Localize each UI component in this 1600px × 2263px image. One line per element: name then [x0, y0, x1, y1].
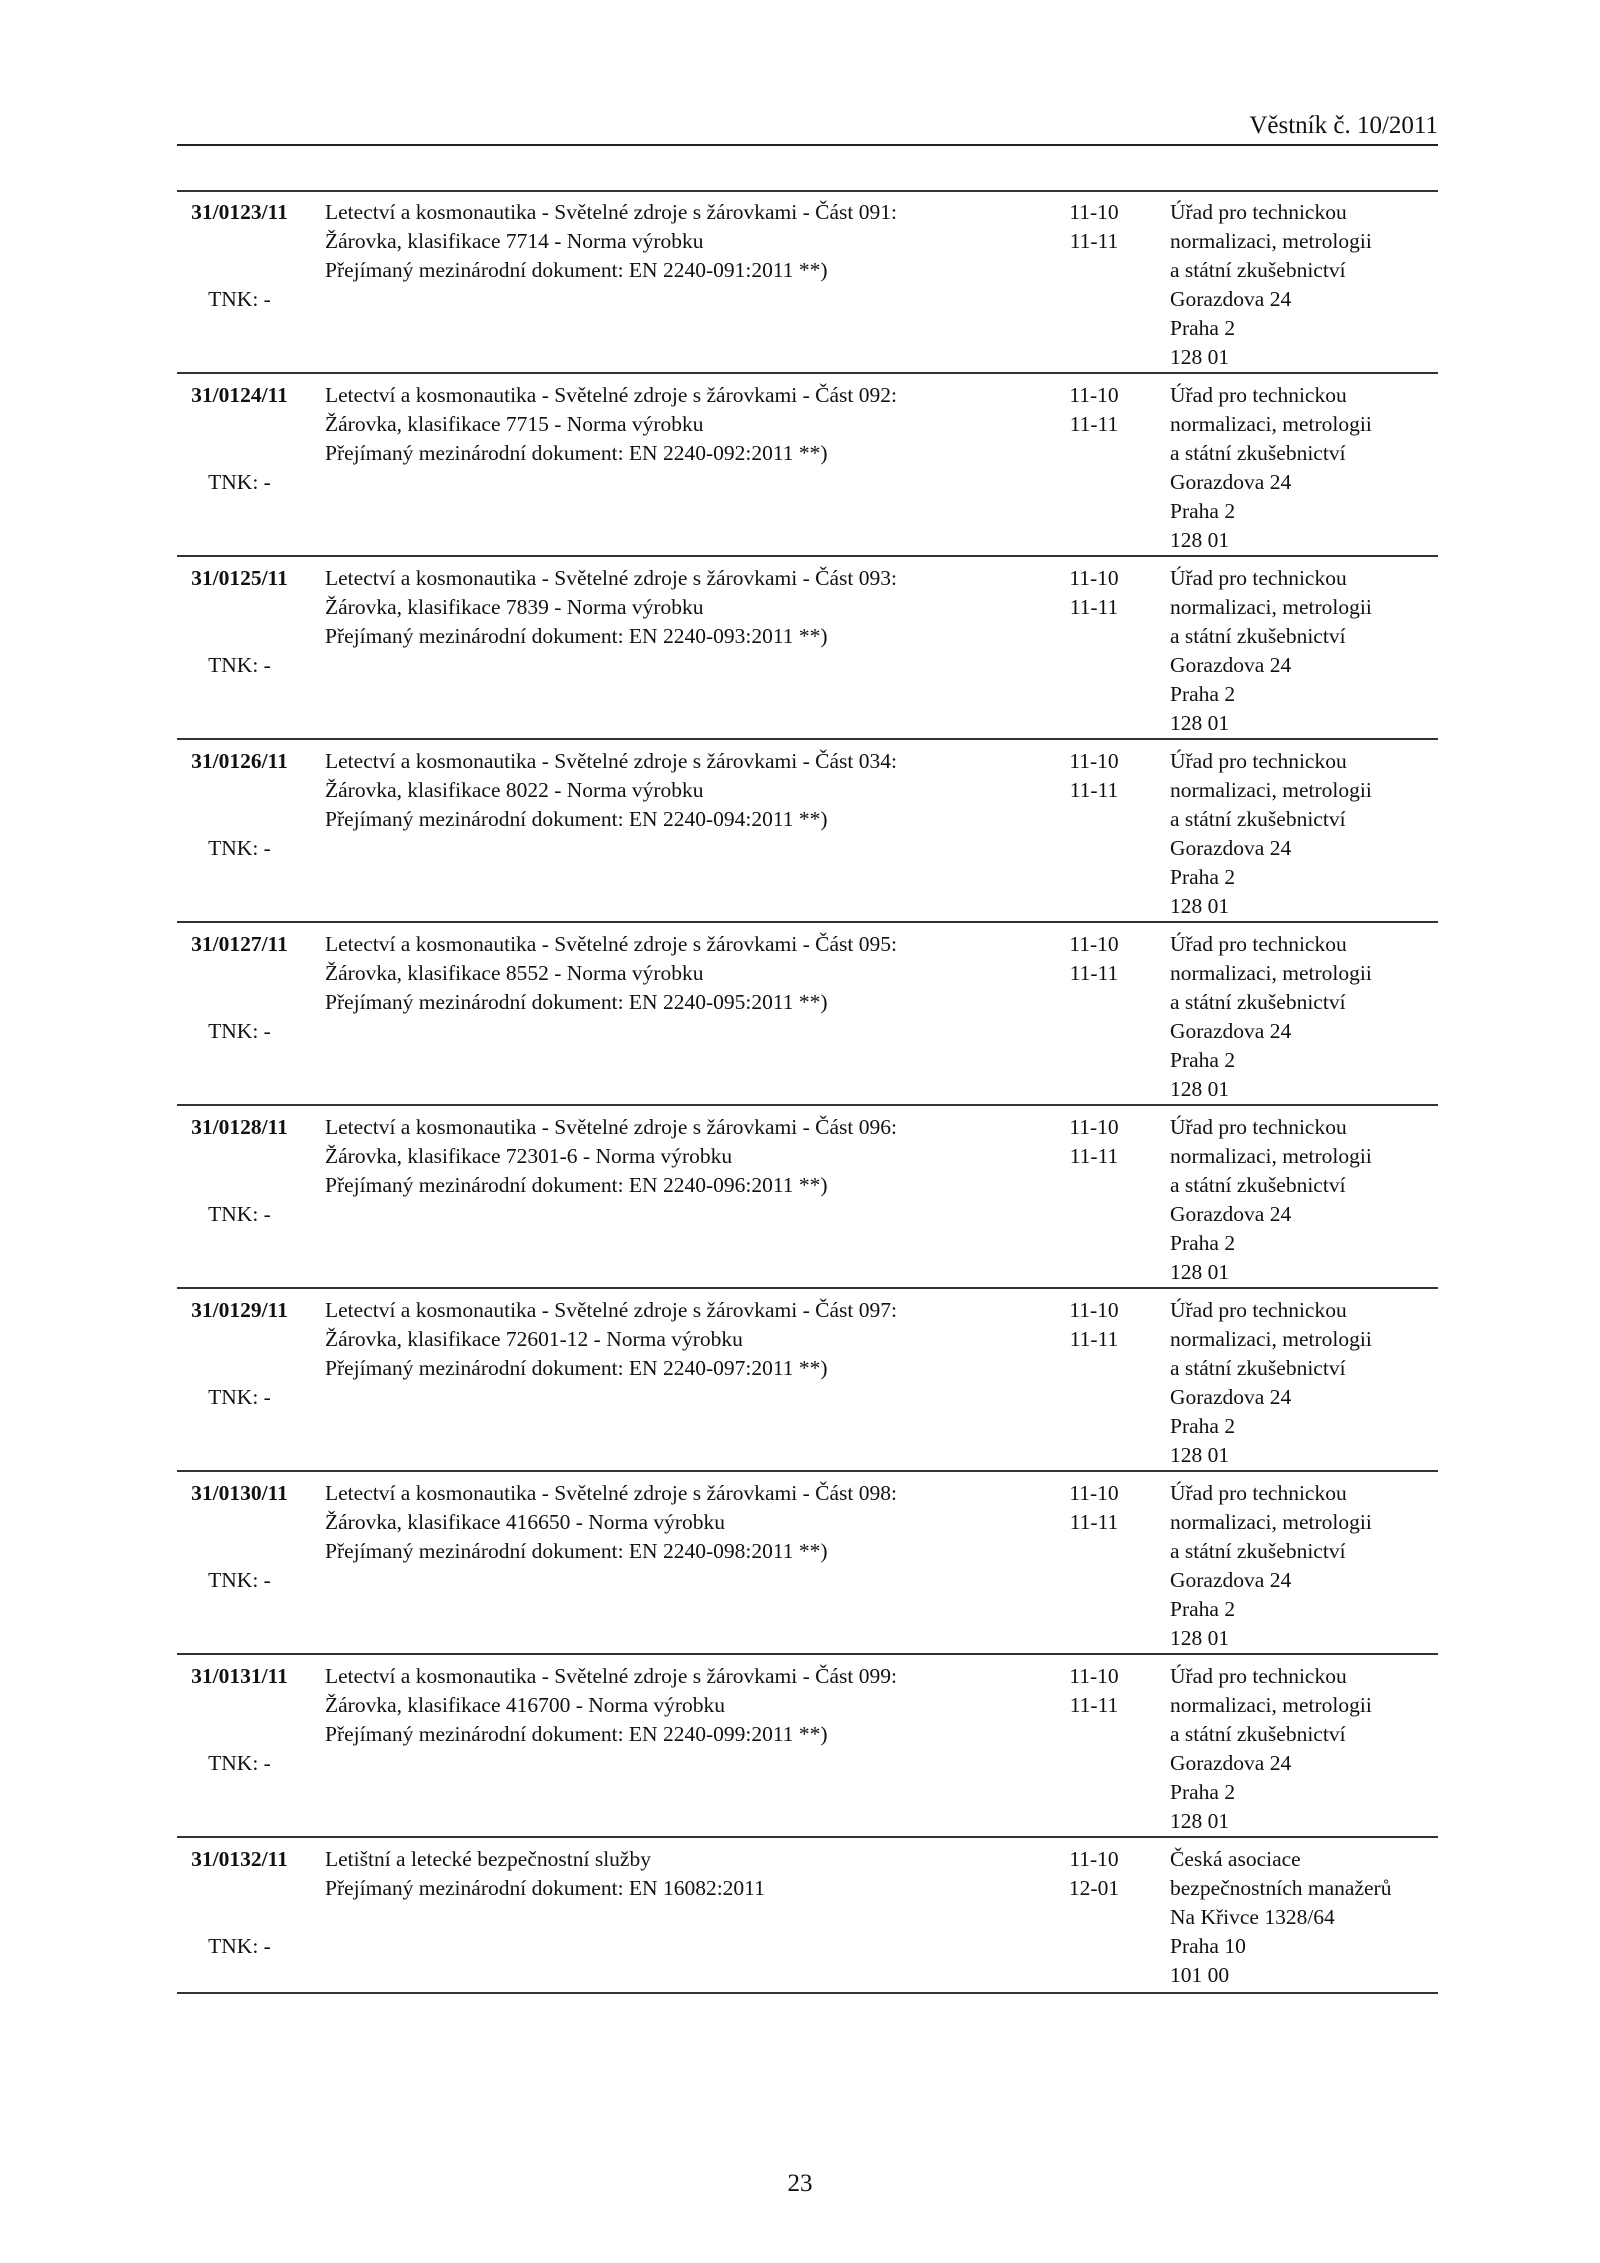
- entry-dates: [1049, 747, 1139, 805]
- entry-number: 31/0125/11: [191, 566, 288, 590]
- entry-title: [325, 1662, 1005, 1749]
- organization-line: normalizaci, metrologii: [1170, 1510, 1372, 1534]
- list-item: [177, 191, 1438, 374]
- organization-line: a státní zkušebnictví: [1170, 807, 1346, 831]
- organization-line: Úřad pro technickou: [1170, 383, 1347, 407]
- organization-line: normalizaci, metrologii: [1170, 229, 1372, 253]
- organization-line: Gorazdova 24: [1170, 653, 1292, 677]
- entry-number: 31/0124/11: [191, 383, 288, 407]
- organization-line: Úřad pro technickou: [1170, 932, 1347, 956]
- entry-number: 31/0127/11: [191, 932, 288, 956]
- organization-line: Praha 2: [1170, 865, 1236, 889]
- date-value: 11-11: [1069, 229, 1119, 253]
- organization-line: normalizaci, metrologii: [1170, 412, 1372, 436]
- entry-dates: [1049, 564, 1139, 622]
- entry-id-column: [177, 564, 302, 680]
- entry-organization: [1170, 1845, 1440, 1990]
- entry-number: 31/0129/11: [191, 1298, 288, 1322]
- title-line: Přejímaný mezinárodní dokument: EN 16082:2011: [325, 1876, 765, 1900]
- entry-title: [325, 198, 1005, 285]
- date-value: 11-10: [1069, 1481, 1119, 1505]
- date-value: 11-10: [1069, 1115, 1119, 1139]
- organization-line: Gorazdova 24: [1170, 1568, 1292, 1592]
- entry-title: [325, 1479, 1005, 1566]
- title-line: Letectví a kosmonautika - Světelné zdroje s žárovkami - Část 091:: [325, 200, 897, 224]
- entry-tnk: TNK: -: [208, 1934, 271, 1958]
- organization-line: Praha 2: [1170, 1597, 1236, 1621]
- organization-line: Gorazdova 24: [1170, 1385, 1292, 1409]
- title-line: Letectví a kosmonautika - Světelné zdroje s žárovkami - Část 093:: [325, 566, 897, 590]
- entry-organization: [1170, 1479, 1440, 1653]
- title-line: Letectví a kosmonautika - Světelné zdroje s žárovkami - Část 098:: [325, 1481, 897, 1505]
- organization-line: 101 00: [1170, 1963, 1230, 1987]
- date-value: 11-11: [1069, 1144, 1119, 1168]
- entry-dates: [1049, 930, 1139, 988]
- date-value: 11-11: [1069, 595, 1119, 619]
- organization-line: 128 01: [1170, 528, 1230, 552]
- organization-line: normalizaci, metrologii: [1170, 595, 1372, 619]
- entry-id-column: [177, 930, 302, 1046]
- title-line: Letectví a kosmonautika - Světelné zdroje s žárovkami - Část 092:: [325, 383, 897, 407]
- entry-number: 31/0131/11: [191, 1664, 288, 1688]
- entry-tnk: TNK: -: [208, 1385, 271, 1409]
- list-item: [177, 557, 1438, 740]
- list-item: [177, 1472, 1438, 1655]
- date-value: 11-11: [1069, 1327, 1119, 1351]
- entry-number: 31/0130/11: [191, 1481, 288, 1505]
- title-line: Přejímaný mezinárodní dokument: EN 2240-097:2011 **): [325, 1356, 828, 1380]
- date-value: 11-11: [1069, 1693, 1119, 1717]
- organization-line: Gorazdova 24: [1170, 470, 1292, 494]
- title-line: Přejímaný mezinárodní dokument: EN 2240-094:2011 **): [325, 807, 828, 831]
- organization-line: Úřad pro technickou: [1170, 1298, 1347, 1322]
- title-line: Žárovka, klasifikace 8022 - Norma výrobku: [325, 778, 704, 802]
- organization-line: Na Křivce 1328/64: [1170, 1905, 1335, 1929]
- entry-dates: [1049, 1662, 1139, 1720]
- title-line: Přejímaný mezinárodní dokument: EN 2240-092:2011 **): [325, 441, 828, 465]
- entry-organization: [1170, 1113, 1440, 1287]
- organization-line: Gorazdova 24: [1170, 1019, 1292, 1043]
- title-line: Přejímaný mezinárodní dokument: EN 2240-095:2011 **): [325, 990, 828, 1014]
- entry-tnk: TNK: -: [208, 1751, 271, 1775]
- entry-tnk: TNK: -: [208, 1568, 271, 1592]
- standards-list: [177, 191, 1438, 1994]
- entry-tnk: TNK: -: [208, 1202, 271, 1226]
- date-value: 11-10: [1069, 200, 1119, 224]
- title-line: Přejímaný mezinárodní dokument: EN 2240-093:2011 **): [325, 624, 828, 648]
- organization-line: Praha 2: [1170, 316, 1236, 340]
- entry-id-column: [177, 747, 302, 863]
- entry-title: [325, 1113, 1005, 1200]
- organization-line: a státní zkušebnictví: [1170, 258, 1346, 282]
- organization-line: Praha 2: [1170, 1231, 1236, 1255]
- title-line: Přejímaný mezinárodní dokument: EN 2240-099:2011 **): [325, 1722, 828, 1746]
- entry-number: 31/0132/11: [191, 1847, 288, 1871]
- organization-line: Úřad pro technickou: [1170, 1115, 1347, 1139]
- date-value: 11-10: [1069, 1664, 1119, 1688]
- page-header: [177, 112, 1438, 146]
- entry-organization: [1170, 564, 1440, 738]
- entry-id-column: [177, 1113, 302, 1229]
- date-value: 11-10: [1069, 566, 1119, 590]
- entry-title: [325, 930, 1005, 1017]
- entry-dates: [1049, 1845, 1139, 1903]
- organization-line: a státní zkušebnictví: [1170, 1173, 1346, 1197]
- date-value: 12-01: [1068, 1876, 1120, 1900]
- entry-dates: [1049, 1479, 1139, 1537]
- organization-line: Gorazdova 24: [1170, 836, 1292, 860]
- organization-line: Praha 10: [1170, 1934, 1246, 1958]
- organization-line: Úřad pro technickou: [1170, 200, 1347, 224]
- entry-id-column: [177, 1479, 302, 1595]
- date-value: 11-10: [1069, 1847, 1119, 1871]
- entry-dates: [1049, 1113, 1139, 1171]
- title-line: Žárovka, klasifikace 7839 - Norma výrobku: [325, 595, 704, 619]
- entry-number: 31/0128/11: [191, 1115, 288, 1139]
- title-line: Letectví a kosmonautika - Světelné zdroje s žárovkami - Část 099:: [325, 1664, 897, 1688]
- entry-id-column: [177, 1662, 302, 1778]
- date-value: 11-11: [1069, 1510, 1119, 1534]
- organization-line: Gorazdova 24: [1170, 287, 1292, 311]
- title-line: Žárovka, klasifikace 72301-6 - Norma výrobku: [325, 1144, 733, 1168]
- organization-line: a státní zkušebnictví: [1170, 624, 1346, 648]
- title-line: Letištní a letecké bezpečnostní služby: [325, 1847, 651, 1871]
- title-line: Žárovka, klasifikace 416700 - Norma výrobku: [325, 1693, 726, 1717]
- bulletin-title: Věstník č. 10/2011: [1249, 112, 1438, 139]
- entry-id-column: [177, 1296, 302, 1412]
- date-value: 11-10: [1069, 1298, 1119, 1322]
- organization-line: Praha 2: [1170, 499, 1236, 523]
- entry-title: [325, 747, 1005, 834]
- entry-tnk: TNK: -: [208, 470, 271, 494]
- list-item: [177, 1106, 1438, 1289]
- entry-tnk: TNK: -: [208, 287, 271, 311]
- list-item: [177, 1838, 1438, 1994]
- entry-title: [325, 564, 1005, 651]
- organization-line: a státní zkušebnictví: [1170, 990, 1346, 1014]
- title-line: Letectví a kosmonautika - Světelné zdroje s žárovkami - Část 097:: [325, 1298, 897, 1322]
- list-item: [177, 923, 1438, 1106]
- organization-line: 128 01: [1170, 1809, 1230, 1833]
- title-line: Letectví a kosmonautika - Světelné zdroje s žárovkami - Část 095:: [325, 932, 897, 956]
- entry-tnk: TNK: -: [208, 653, 271, 677]
- organization-line: a státní zkušebnictví: [1170, 1722, 1346, 1746]
- organization-line: 128 01: [1170, 894, 1230, 918]
- organization-line: 128 01: [1170, 1626, 1230, 1650]
- date-value: 11-10: [1069, 932, 1119, 956]
- organization-line: normalizaci, metrologii: [1170, 1144, 1372, 1168]
- organization-line: Gorazdova 24: [1170, 1202, 1292, 1226]
- entry-number: 31/0126/11: [191, 749, 288, 773]
- organization-line: Úřad pro technickou: [1170, 749, 1347, 773]
- entry-title: [325, 381, 1005, 468]
- title-line: Žárovka, klasifikace 8552 - Norma výrobku: [325, 961, 704, 985]
- entry-dates: [1049, 198, 1139, 256]
- organization-line: Úřad pro technickou: [1170, 1664, 1347, 1688]
- title-line: Žárovka, klasifikace 72601-12 - Norma výrobku: [325, 1327, 743, 1351]
- date-value: 11-10: [1069, 749, 1119, 773]
- organization-line: Praha 2: [1170, 1414, 1236, 1438]
- organization-line: Praha 2: [1170, 682, 1236, 706]
- entry-id-column: [177, 1845, 302, 1961]
- entry-organization: [1170, 1296, 1440, 1470]
- organization-line: Úřad pro technickou: [1170, 566, 1347, 590]
- title-line: Letectví a kosmonautika - Světelné zdroje s žárovkami - Část 034:: [325, 749, 897, 773]
- entry-organization: [1170, 930, 1440, 1104]
- entry-dates: [1049, 1296, 1139, 1354]
- organization-line: 128 01: [1170, 345, 1230, 369]
- organization-line: normalizaci, metrologii: [1170, 778, 1372, 802]
- entry-number: 31/0123/11: [191, 200, 288, 224]
- date-value: 11-11: [1069, 778, 1119, 802]
- date-value: 11-11: [1069, 961, 1119, 985]
- organization-line: normalizaci, metrologii: [1170, 1327, 1372, 1351]
- list-item: [177, 740, 1438, 923]
- organization-line: 128 01: [1170, 1077, 1230, 1101]
- entry-organization: [1170, 747, 1440, 921]
- entry-tnk: TNK: -: [208, 1019, 271, 1043]
- title-line: Letectví a kosmonautika - Světelné zdroje s žárovkami - Část 096:: [325, 1115, 897, 1139]
- entry-organization: [1170, 381, 1440, 555]
- entry-id-column: [177, 198, 302, 314]
- entry-id-column: [177, 381, 302, 497]
- title-line: Přejímaný mezinárodní dokument: EN 2240-098:2011 **): [325, 1539, 828, 1563]
- organization-line: a státní zkušebnictví: [1170, 1356, 1346, 1380]
- date-value: 11-10: [1069, 383, 1119, 407]
- organization-line: a státní zkušebnictví: [1170, 1539, 1346, 1563]
- organization-line: Gorazdova 24: [1170, 1751, 1292, 1775]
- title-line: Žárovka, klasifikace 7715 - Norma výrobku: [325, 412, 704, 436]
- entry-dates: [1049, 381, 1139, 439]
- organization-line: 128 01: [1170, 711, 1230, 735]
- entry-organization: [1170, 198, 1440, 372]
- list-item: [177, 1655, 1438, 1838]
- organization-line: 128 01: [1170, 1260, 1230, 1284]
- entry-organization: [1170, 1662, 1440, 1836]
- list-item: [177, 1289, 1438, 1472]
- title-line: Přejímaný mezinárodní dokument: EN 2240-091:2011 **): [325, 258, 828, 282]
- page-number: 23: [787, 2170, 813, 2197]
- organization-line: 128 01: [1170, 1443, 1230, 1467]
- organization-line: normalizaci, metrologii: [1170, 961, 1372, 985]
- title-line: Přejímaný mezinárodní dokument: EN 2240-096:2011 **): [325, 1173, 828, 1197]
- organization-line: a státní zkušebnictví: [1170, 441, 1346, 465]
- title-line: Žárovka, klasifikace 7714 - Norma výrobku: [325, 229, 704, 253]
- organization-line: bezpečnostních manažerů: [1170, 1876, 1392, 1900]
- organization-line: Česká asociace: [1170, 1847, 1301, 1871]
- list-item: [177, 374, 1438, 557]
- date-value: 11-11: [1069, 412, 1119, 436]
- entry-tnk: TNK: -: [208, 836, 271, 860]
- organization-line: Úřad pro technickou: [1170, 1481, 1347, 1505]
- organization-line: Praha 2: [1170, 1048, 1236, 1072]
- entry-title: [325, 1845, 1005, 1903]
- organization-line: normalizaci, metrologii: [1170, 1693, 1372, 1717]
- entry-title: [325, 1296, 1005, 1383]
- title-line: Žárovka, klasifikace 416650 - Norma výrobku: [325, 1510, 726, 1534]
- organization-line: Praha 2: [1170, 1780, 1236, 1804]
